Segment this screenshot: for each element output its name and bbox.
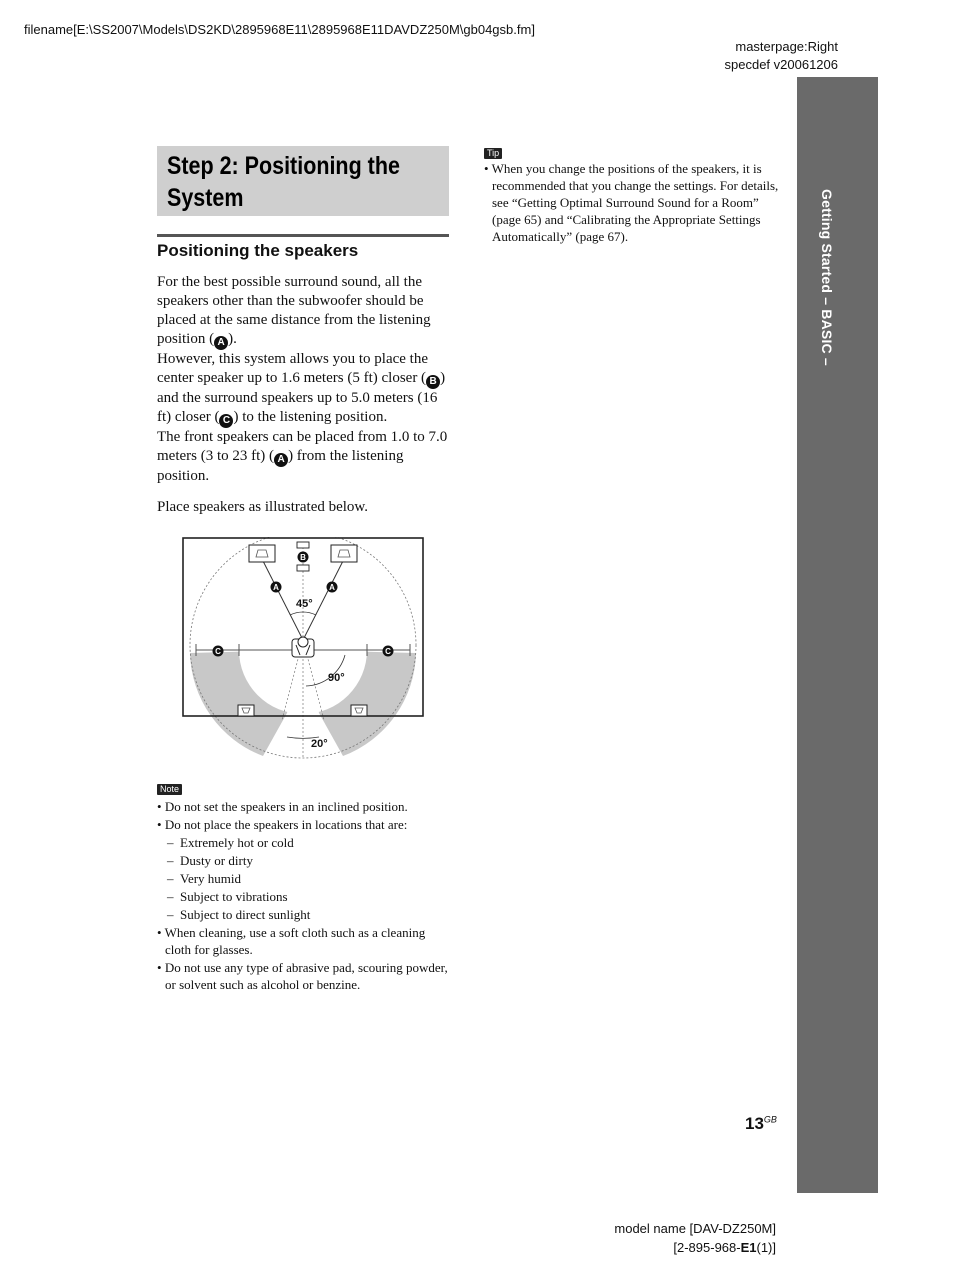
place-instruction: Place speakers as illustrated below.	[157, 499, 369, 515]
tip-badge: Tip	[484, 148, 502, 159]
note-item: • Do not set the speakers in an inclined position.	[157, 799, 408, 814]
note-item-text: Do not place the speakers in locations that are:	[164, 817, 408, 832]
body-text-span: For the best possible surround sound, all the speakers other than the subwoofer should be placed at the same distance from the listening position (	[157, 274, 431, 347]
step-title-box	[157, 146, 449, 216]
note-badge: Note	[157, 784, 182, 795]
note-item-text: When cleaning, use a soft cloth such as a cleaning cloth for glasses.	[164, 925, 426, 957]
angle-label-20: 20°	[311, 738, 328, 750]
note-item-text: Do not set the speakers in an inclined position.	[164, 799, 408, 814]
note-item: • Do not place the speakers in locations that are:	[157, 817, 408, 832]
body-text-span: ) from the listening position.	[157, 448, 404, 484]
model-code-part: [2-895-968-	[673, 1240, 741, 1255]
note-subitem: – Dusty or dirty	[167, 853, 253, 868]
note-subitem-text: Extremely hot or cold	[180, 835, 294, 850]
note-subitem-text: Dusty or dirty	[180, 853, 253, 868]
angle-label-45: 45°	[296, 598, 313, 610]
marker-c-left-icon	[213, 646, 224, 657]
body-text	[157, 273, 452, 486]
marker-c-label: C	[385, 647, 391, 656]
body-text-span: The front speakers can be placed from 1.0 to 7.0 meters (3 to 23 ft) (	[157, 429, 448, 464]
specdef-label: specdef v20061206	[724, 57, 838, 72]
listener-icon	[292, 637, 314, 657]
note-subitem-text: Subject to direct sunlight	[180, 907, 311, 922]
marker-b-icon	[298, 552, 309, 563]
note-list	[157, 797, 452, 994]
body-text-span: ) to the listening position.	[233, 409, 388, 425]
section-heading: Positioning the speakers	[157, 241, 359, 260]
note-subitem: – Subject to vibrations	[167, 889, 288, 904]
model-name: model name [DAV-DZ250M]	[614, 1221, 776, 1236]
filename-header: filename[E:\SS2007\Models\DS2KD\2895968E11\2895968E11DAVDZ250M\gb04gsb.fm]	[24, 22, 535, 37]
model-code-bold: E1	[740, 1240, 757, 1255]
model-code	[614, 1238, 776, 1257]
marker-a-label: A	[273, 583, 279, 592]
angle-label-90: 90°	[328, 672, 345, 684]
page-number	[745, 1114, 777, 1134]
side-section-tab	[797, 77, 878, 1193]
speaker-layout-diagram	[182, 537, 424, 761]
marker-a-icon: A	[274, 453, 288, 467]
front-left-speaker-icon	[249, 545, 275, 562]
note-subitem-text: Very humid	[180, 871, 242, 886]
body-paragraph-1	[157, 273, 452, 350]
footer	[614, 1219, 776, 1257]
body-text-span: However, this system allows you to place the center speaker up to 1.6 meters (5 ft) closer (	[157, 351, 429, 386]
marker-b-label: B	[300, 553, 306, 562]
body-paragraph-3	[157, 428, 452, 486]
marker-c-icon: C	[219, 414, 233, 428]
front-right-speaker-icon	[331, 545, 357, 562]
marker-b-icon: B	[426, 375, 440, 389]
model-code-part: (1)]	[756, 1240, 776, 1255]
masterpage-header	[725, 38, 838, 74]
section-rule	[157, 234, 449, 237]
marker-a-right-icon	[327, 582, 338, 593]
body-paragraph-2	[157, 350, 452, 428]
masterpage-label: masterpage:Right	[735, 39, 838, 54]
step-title: Step 2: Positioning the System	[167, 152, 400, 212]
side-tab-label: Getting Started – BASIC –	[819, 189, 835, 366]
marker-a-label: A	[329, 583, 335, 592]
surround-left-speaker-icon	[238, 705, 254, 716]
body-text-span: ).	[228, 331, 237, 347]
note-item: • When cleaning, use a soft cloth such as a cleaning cloth for glasses.	[157, 925, 426, 957]
tip-text: • When you change the positions of the speakers, it is recommended that you change the settings. For details, see “Getting Optimal Surround Sound for a Room” (page 65) and “Calibrating the Appropriate Settings Automatically” (page 67).	[484, 161, 779, 244]
page-number-value: 13	[745, 1114, 764, 1133]
note-subitem: – Extremely hot or cold	[167, 835, 294, 850]
marker-c-right-icon	[383, 646, 394, 657]
marker-a-left-icon	[271, 582, 282, 593]
body-text-span: ) and the surround speakers up to 5.0 meters (16 ft) closer (	[157, 370, 446, 425]
note-subitem-text: Subject to vibrations	[180, 889, 288, 904]
surround-right-speaker-icon	[351, 705, 367, 716]
note-subitem: – Very humid	[167, 871, 242, 886]
page-number-suffix: GB	[763, 1114, 777, 1125]
tip-text-span: When you change the positions of the speakers, it is recommended that you change the settings. For details, see “Getting Optimal Surround Sound for a Room” (page 65) and “Calibrating the Appropriate Settings Automatically” (page 67).	[491, 161, 779, 244]
marker-c-label: C	[215, 647, 221, 656]
marker-a-icon: A	[214, 336, 228, 350]
note-subitem: – Subject to direct sunlight	[167, 907, 311, 922]
note-item: • Do not use any type of abrasive pad, scouring powder, or solvent such as alcohol or benzine.	[157, 960, 448, 992]
note-item-text: Do not use any type of abrasive pad, scouring powder, or solvent such as alcohol or benzine.	[164, 960, 448, 992]
